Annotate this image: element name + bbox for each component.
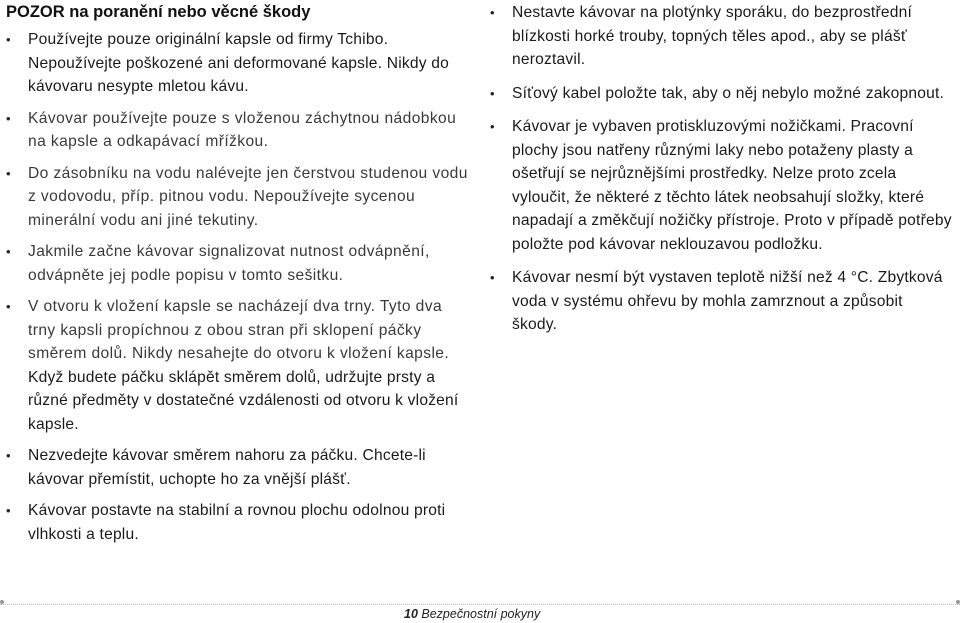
item-text: Kávovar nesmí být vystaven teplotě nižší než 4 °C. <box>512 269 874 286</box>
left-column <box>6 0 472 546</box>
item-text: Kávovar je vybaven protiskluzovými nožičkami. <box>512 118 846 135</box>
bullet-icon: • <box>490 270 495 285</box>
footer-divider-dot-right <box>956 600 960 604</box>
bullet-icon: • <box>6 503 11 518</box>
footer-divider-dot-left <box>0 600 4 604</box>
item-text: Používejte pouze originální kapsle od firmy Tchibo. <box>28 31 389 48</box>
list-item <box>6 444 472 491</box>
item-text: V otvoru k vložení kapsle se nacházejí dva trny. <box>28 298 376 315</box>
left-bullet-list <box>6 28 472 546</box>
list-item <box>490 1 952 72</box>
bullet-icon: • <box>490 85 495 101</box>
item-text: Nezvedejte kávovar směrem nahoru za páčku. <box>28 447 358 464</box>
page-footer <box>404 607 540 621</box>
item-text: Nepoužívejte poškozené ani deformované kapsle. <box>28 54 383 72</box>
list-item <box>6 240 472 287</box>
item-text: Nepoužívejte sycenou minerální vodu ani jiné tekutiny. <box>28 188 416 229</box>
warning-heading: POZOR na poranění nebo věcné škody <box>6 3 311 21</box>
list-item <box>490 82 952 106</box>
list-item <box>6 295 472 436</box>
bullet-icon: • <box>490 5 495 20</box>
list-item <box>490 115 952 256</box>
item-text: Nikdy do kávovaru nesypte mletou kávu. <box>28 54 450 95</box>
bullet-icon: • <box>490 119 495 134</box>
bullet-icon: • <box>6 448 11 463</box>
item-text: Nikdy nesahejte do otvoru k vložení kapsle. <box>127 345 450 362</box>
list-item <box>6 499 472 546</box>
item-text: Síťový kabel položte tak, aby o něj nebylo možné zakopnout. <box>512 84 945 102</box>
item-text: Tyto dva trny kapsli propíchnou z obou stran při sklopení páčky směrem dolů. <box>28 298 443 362</box>
list-item <box>6 28 472 99</box>
item-text: Kávovar používejte pouze s vloženou záchytnou nádobkou na kapsle a odkapávací mřížkou. <box>28 109 457 150</box>
item-text: Jakmile začne kávovar signalizovat nutnost odvápnění, odvápněte jej podle popisu v tomto sešitku. <box>28 243 430 284</box>
bullet-icon: • <box>6 244 11 259</box>
footer-section-title: Bezpečnostní pokyny <box>417 607 541 621</box>
bullet-icon: • <box>6 32 11 47</box>
list-item <box>490 266 952 337</box>
item-text: Kávovar postavte na stabilní a rovnou plochu odolnou proti vlhkosti a teplu. <box>28 502 446 543</box>
list-item <box>6 107 472 154</box>
item-text: Nelze proto zcela vyloučit, že některé z těchto látek neobsahují složky, které napadají a změkčují nožičky přístroje. <box>512 165 925 229</box>
item-text: Do zásobníku na vodu nalévejte jen čerstvou studenou vodu z vodovodu, příp. pitnou vodu. <box>28 164 468 205</box>
right-column <box>490 0 952 337</box>
item-text: Pracovní plochy jsou natřeny různými laky nebo potaženy plasty a ošetřují se nejrůznějšími prostředky. <box>512 118 914 182</box>
item-text: Chcete-li kávovar přemístit, uchopte ho za vnější plášť. <box>28 447 426 488</box>
right-bullet-list <box>490 1 952 337</box>
bullet-icon: • <box>6 110 11 126</box>
item-text: Když budete páčku sklápět směrem dolů, udržujte prsty a různé předměty v dostatečné vzdálenosti od otvoru k vložení kapsle. <box>28 368 459 433</box>
bullet-icon: • <box>6 299 11 314</box>
item-text: Zbytková voda v systému ohřevu by mohla zamrznout a způsobit škody. <box>512 269 943 333</box>
item-text: Proto v případě potřeby položte pod kávovar neklouzavou podložku. <box>512 212 952 253</box>
item-text: Nestavte kávovar na plotýnky sporáku, do bezprostřední blízkosti horké trouby, topných těles apod., aby se plášť neroztavil. <box>512 4 912 68</box>
bullet-icon: • <box>6 165 11 181</box>
list-item <box>6 162 472 233</box>
footer-divider <box>0 604 960 605</box>
page-number: 10 <box>404 607 418 621</box>
